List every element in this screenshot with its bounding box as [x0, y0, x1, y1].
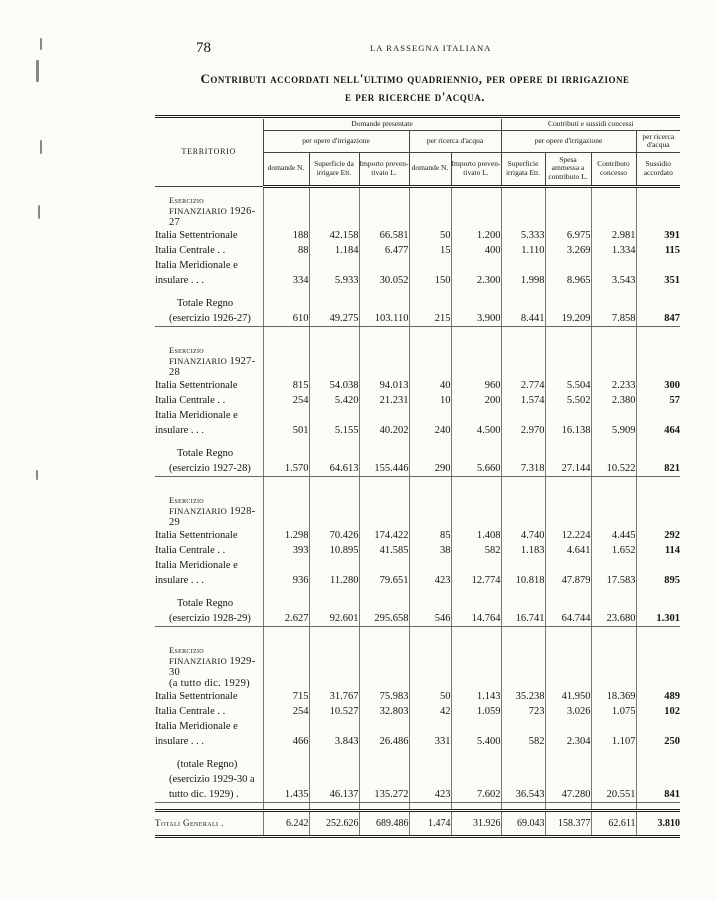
cell: 290	[409, 438, 451, 477]
header-per-ricerca-acqua: per ricerca d'acqua	[409, 130, 501, 152]
cell: 1.298	[263, 528, 309, 543]
cell: 1.334	[591, 243, 636, 258]
cell: 300	[636, 378, 680, 393]
cell: 30.052	[359, 258, 409, 288]
cell: 5.502	[545, 393, 591, 408]
cell: 3.810	[636, 810, 680, 836]
cell: 12.224	[545, 528, 591, 543]
cell: 50	[409, 228, 451, 243]
total-label-line1: Totale Regno	[177, 297, 234, 309]
grand-total-label: Totali Generali .	[155, 810, 263, 836]
grand-total-row	[155, 810, 680, 836]
cell: 47.280	[545, 749, 591, 803]
cell: 47.879	[545, 558, 591, 588]
cell: 17.583	[591, 558, 636, 588]
cell: 31.767	[309, 689, 359, 704]
cell: 6.477	[359, 243, 409, 258]
cell: 250	[636, 719, 680, 749]
cell: 1.574	[501, 393, 545, 408]
cell: 4.740	[501, 528, 545, 543]
scan-mark	[40, 38, 42, 50]
cell: 6.242	[263, 810, 309, 836]
cell: 2.970	[501, 408, 545, 438]
col-sussidio-accordato: Sussidio accordato	[636, 152, 680, 186]
cell: 46.137	[309, 749, 359, 803]
row-label: Italia Settentrionale	[155, 229, 238, 241]
section-label-finanziario: FINANZIARIO	[169, 655, 228, 666]
running-head	[0, 40, 716, 56]
cell: 423	[409, 558, 451, 588]
cell: 5.933	[309, 258, 359, 288]
cell: 1.435	[263, 749, 309, 803]
total-label-line2: (esercizio 1928-29)	[169, 612, 251, 624]
section-label-finanziario: FINANZIARIO	[169, 205, 228, 216]
total-label-line1: Totale Regno	[177, 597, 234, 609]
cell: 40	[409, 378, 451, 393]
cell: 102	[636, 704, 680, 719]
section-label-esercizio: Esercizio	[169, 494, 204, 505]
section-label-extra: (a tutto dic. 1929)	[169, 677, 250, 689]
cell: 1.184	[309, 243, 359, 258]
cell: 35.238	[501, 689, 545, 704]
row-label-line2: insulare . . .	[155, 274, 204, 286]
cell: 10.527	[309, 704, 359, 719]
cell: 582	[501, 719, 545, 749]
grand-total	[155, 802, 680, 836]
row-label: Italia Centrale . .	[155, 394, 226, 406]
total-label-line1: Totale Regno	[177, 447, 234, 459]
row-label-line2: insulare . . .	[155, 424, 204, 436]
cell: 36.543	[501, 749, 545, 803]
section-label-esercizio: Esercizio	[169, 644, 204, 655]
col-spesa-ammessa: Spesa ammessa a contributo L.	[545, 152, 591, 186]
cell: 1.200	[451, 228, 501, 243]
section-1926-27	[155, 186, 680, 326]
row-label	[155, 719, 263, 749]
cell: 26.486	[359, 719, 409, 749]
total-row	[155, 288, 680, 327]
cell: 18.369	[591, 689, 636, 704]
table-row	[155, 543, 680, 558]
total-label	[155, 588, 263, 627]
cell: 62.611	[591, 810, 636, 836]
scan-mark	[38, 205, 40, 219]
section-label-finanziario: FINANZIARIO	[169, 355, 228, 366]
col-superficie-irrigare: Superficie da irrigare Ett.	[309, 152, 359, 186]
section-label-year: 1927-28	[169, 355, 256, 378]
cell: 5.400	[451, 719, 501, 749]
cell: 254	[263, 393, 309, 408]
header-per-opere-irrigazione-2: per opere d'irrigazione	[501, 130, 636, 152]
cell: 1.301	[636, 588, 680, 627]
cell: 351	[636, 258, 680, 288]
total-label	[155, 749, 263, 803]
cell: 200	[451, 393, 501, 408]
col-domande-n: domande N.	[263, 152, 309, 186]
cell: 75.983	[359, 689, 409, 704]
table-row	[155, 719, 680, 749]
cell: 23.680	[591, 588, 636, 627]
total-label	[155, 288, 263, 327]
cell: 11.280	[309, 558, 359, 588]
cell: 466	[263, 719, 309, 749]
cell: 64.744	[545, 588, 591, 627]
table-row	[155, 558, 680, 588]
cell: 501	[263, 408, 309, 438]
cell: 1.075	[591, 704, 636, 719]
scan-mark	[36, 60, 39, 82]
contributions-table	[155, 119, 680, 838]
cell: 391	[636, 228, 680, 243]
cell: 2.304	[545, 719, 591, 749]
cell: 2.627	[263, 588, 309, 627]
cell: 1.183	[501, 543, 545, 558]
cell: 69.043	[501, 810, 545, 836]
cell: 57	[636, 393, 680, 408]
cell: 16.138	[545, 408, 591, 438]
cell: 135.272	[359, 749, 409, 803]
table-title	[150, 70, 680, 106]
table-row	[155, 258, 680, 288]
row-label: Italia Settentrionale	[155, 690, 238, 702]
col-importo-preventivato: Importo preven- tivato L.	[359, 152, 409, 186]
section-label	[155, 476, 263, 528]
cell: 715	[263, 689, 309, 704]
row-label: Italia Settentrionale	[155, 379, 238, 391]
cell: 155.446	[359, 438, 409, 477]
cell: 295.658	[359, 588, 409, 627]
total-label-line2: (esercizio 1927-28)	[169, 462, 251, 474]
table-row	[155, 378, 680, 393]
cell: 847	[636, 288, 680, 327]
row-label: Italia Settentrionale	[155, 529, 238, 541]
cell: 3.269	[545, 243, 591, 258]
row-label-line2: insulare . . .	[155, 735, 204, 747]
cell: 1.408	[451, 528, 501, 543]
section-label-finanziario: FINANZIARIO	[169, 505, 228, 516]
journal-title: LA RASSEGNA ITALIANA	[370, 43, 492, 53]
row-label-line1: Italia Meridionale e	[155, 559, 238, 571]
total-label-line2: (esercizio 1926-27)	[169, 312, 251, 324]
col-superficie-irrigata: Superficie irrigata Ett.	[501, 152, 545, 186]
cell: 331	[409, 719, 451, 749]
cell: 50	[409, 689, 451, 704]
table-row	[155, 393, 680, 408]
table-row	[155, 528, 680, 543]
section-label-esercizio: Esercizio	[169, 344, 204, 355]
cell: 1.110	[501, 243, 545, 258]
total-row	[155, 749, 680, 803]
cell: 464	[636, 408, 680, 438]
cell: 12.774	[451, 558, 501, 588]
cell: 215	[409, 288, 451, 327]
cell: 5.420	[309, 393, 359, 408]
header-territorio: TERRITORIO	[155, 119, 263, 186]
cell: 240	[409, 408, 451, 438]
page-number: 78	[196, 40, 211, 56]
section-label-year: 1929-30	[169, 655, 256, 678]
header-per-ricerca-acqua-2: per ricerca d'acqua	[636, 130, 680, 152]
cell: 3.843	[309, 719, 359, 749]
cell: 32.803	[359, 704, 409, 719]
cell: 723	[501, 704, 545, 719]
cell: 252.626	[309, 810, 359, 836]
cell: 31.926	[451, 810, 501, 836]
scan-mark	[36, 470, 38, 480]
cell: 815	[263, 378, 309, 393]
section-1928-29	[155, 476, 680, 626]
cell: 40.202	[359, 408, 409, 438]
row-label-line1: Italia Meridionale e	[155, 409, 238, 421]
cell: 1.059	[451, 704, 501, 719]
cell: 8.441	[501, 288, 545, 327]
cell: 3.026	[545, 704, 591, 719]
cell: 70.426	[309, 528, 359, 543]
total-label	[155, 438, 263, 477]
cell: 2.300	[451, 258, 501, 288]
total-row	[155, 588, 680, 627]
cell: 400	[451, 243, 501, 258]
cell: 689.486	[359, 810, 409, 836]
cell: 582	[451, 543, 501, 558]
table-row	[155, 228, 680, 243]
section-label-year: 1926-27	[169, 205, 256, 228]
cell: 3.900	[451, 288, 501, 327]
row-label	[155, 258, 263, 288]
cell: 64.613	[309, 438, 359, 477]
cell: 54.038	[309, 378, 359, 393]
cell: 94.013	[359, 378, 409, 393]
cell: 895	[636, 558, 680, 588]
cell: 610	[263, 288, 309, 327]
cell: 6.975	[545, 228, 591, 243]
cell: 21.231	[359, 393, 409, 408]
table-row	[155, 408, 680, 438]
table-row	[155, 704, 680, 719]
cell: 4.500	[451, 408, 501, 438]
row-label: Italia Centrale . .	[155, 705, 226, 717]
cell: 2.380	[591, 393, 636, 408]
title-line-2: e per ricerche d'acqua.	[344, 89, 486, 104]
col-contributo-concesso: Contributo concesso	[591, 152, 636, 186]
cell: 88	[263, 243, 309, 258]
cell: 489	[636, 689, 680, 704]
cell: 3.543	[591, 258, 636, 288]
cell: 15	[409, 243, 451, 258]
title-line-1: Contributi accordati nell'ultimo quadriennio, per opere di irrigazione	[200, 71, 630, 86]
cell: 841	[636, 749, 680, 803]
section-label-esercizio: Esercizio	[169, 194, 204, 205]
total-label-line2: (esercizio 1929-30 a	[169, 773, 255, 785]
cell: 20.551	[591, 749, 636, 803]
cell: 5.504	[545, 378, 591, 393]
cell: 7.602	[451, 749, 501, 803]
cell: 7.318	[501, 438, 545, 477]
cell: 85	[409, 528, 451, 543]
top-double-rule	[155, 115, 680, 118]
row-label-line1: Italia Meridionale e	[155, 259, 238, 271]
scan-mark	[40, 140, 42, 154]
cell: 10.895	[309, 543, 359, 558]
table-header	[155, 119, 680, 186]
row-label: Italia Centrale . .	[155, 544, 226, 556]
cell: 2.233	[591, 378, 636, 393]
cell: 19.209	[545, 288, 591, 327]
cell: 5.909	[591, 408, 636, 438]
cell: 103.110	[359, 288, 409, 327]
cell: 188	[263, 228, 309, 243]
cell: 10	[409, 393, 451, 408]
cell: 114	[636, 543, 680, 558]
cell: 16.741	[501, 588, 545, 627]
cell: 5.155	[309, 408, 359, 438]
cell: 936	[263, 558, 309, 588]
section-label-year: 1928-29	[169, 505, 256, 528]
cell: 79.651	[359, 558, 409, 588]
cell: 92.601	[309, 588, 359, 627]
cell: 254	[263, 704, 309, 719]
cell: 150	[409, 258, 451, 288]
cell: 960	[451, 378, 501, 393]
row-label-line2: insulare . . .	[155, 574, 204, 586]
col-importo-preventivato-2: Importo preven- tivato L.	[451, 152, 501, 186]
cell: 38	[409, 543, 451, 558]
cell: 41.950	[545, 689, 591, 704]
section-label	[155, 326, 263, 378]
cell: 41.585	[359, 543, 409, 558]
cell: 423	[409, 749, 451, 803]
col-domande-n-2: domande N.	[409, 152, 451, 186]
cell: 10.818	[501, 558, 545, 588]
row-label	[155, 558, 263, 588]
header-domande-presentate: Domande presentate	[263, 119, 501, 130]
table-row	[155, 689, 680, 704]
cell: 334	[263, 258, 309, 288]
section-1929-30	[155, 626, 680, 802]
cell: 546	[409, 588, 451, 627]
row-label	[155, 408, 263, 438]
header-contributi-sussidi: Contributi e sussidi concessi	[501, 119, 680, 130]
total-row	[155, 438, 680, 477]
cell: 7.858	[591, 288, 636, 327]
cell: 5.333	[501, 228, 545, 243]
cell: 292	[636, 528, 680, 543]
table-row	[155, 243, 680, 258]
cell: 1.570	[263, 438, 309, 477]
total-label-line1: (totale Regno)	[177, 758, 238, 770]
row-label-line1: Italia Meridionale e	[155, 720, 238, 732]
cell: 1.652	[591, 543, 636, 558]
cell: 2.774	[501, 378, 545, 393]
cell: 821	[636, 438, 680, 477]
cell: 42.158	[309, 228, 359, 243]
cell: 393	[263, 543, 309, 558]
cell: 1.998	[501, 258, 545, 288]
cell: 4.641	[545, 543, 591, 558]
cell: 115	[636, 243, 680, 258]
cell: 174.422	[359, 528, 409, 543]
cell: 1.143	[451, 689, 501, 704]
cell: 8.965	[545, 258, 591, 288]
cell: 4.445	[591, 528, 636, 543]
section-label	[155, 186, 263, 228]
cell: 2.981	[591, 228, 636, 243]
cell: 1.474	[409, 810, 451, 836]
total-label-line3: tutto dic. 1929) .	[169, 788, 239, 800]
cell: 27.144	[545, 438, 591, 477]
row-label: Italia Centrale . .	[155, 244, 226, 256]
cell: 158.377	[545, 810, 591, 836]
cell: 66.581	[359, 228, 409, 243]
section-1927-28	[155, 326, 680, 476]
cell: 10.522	[591, 438, 636, 477]
section-label	[155, 626, 263, 689]
cell: 5.660	[451, 438, 501, 477]
cell: 1.107	[591, 719, 636, 749]
header-per-opere-irrigazione: per opere d'irrigazione	[263, 130, 409, 152]
cell: 49.275	[309, 288, 359, 327]
cell: 14.764	[451, 588, 501, 627]
cell: 42	[409, 704, 451, 719]
